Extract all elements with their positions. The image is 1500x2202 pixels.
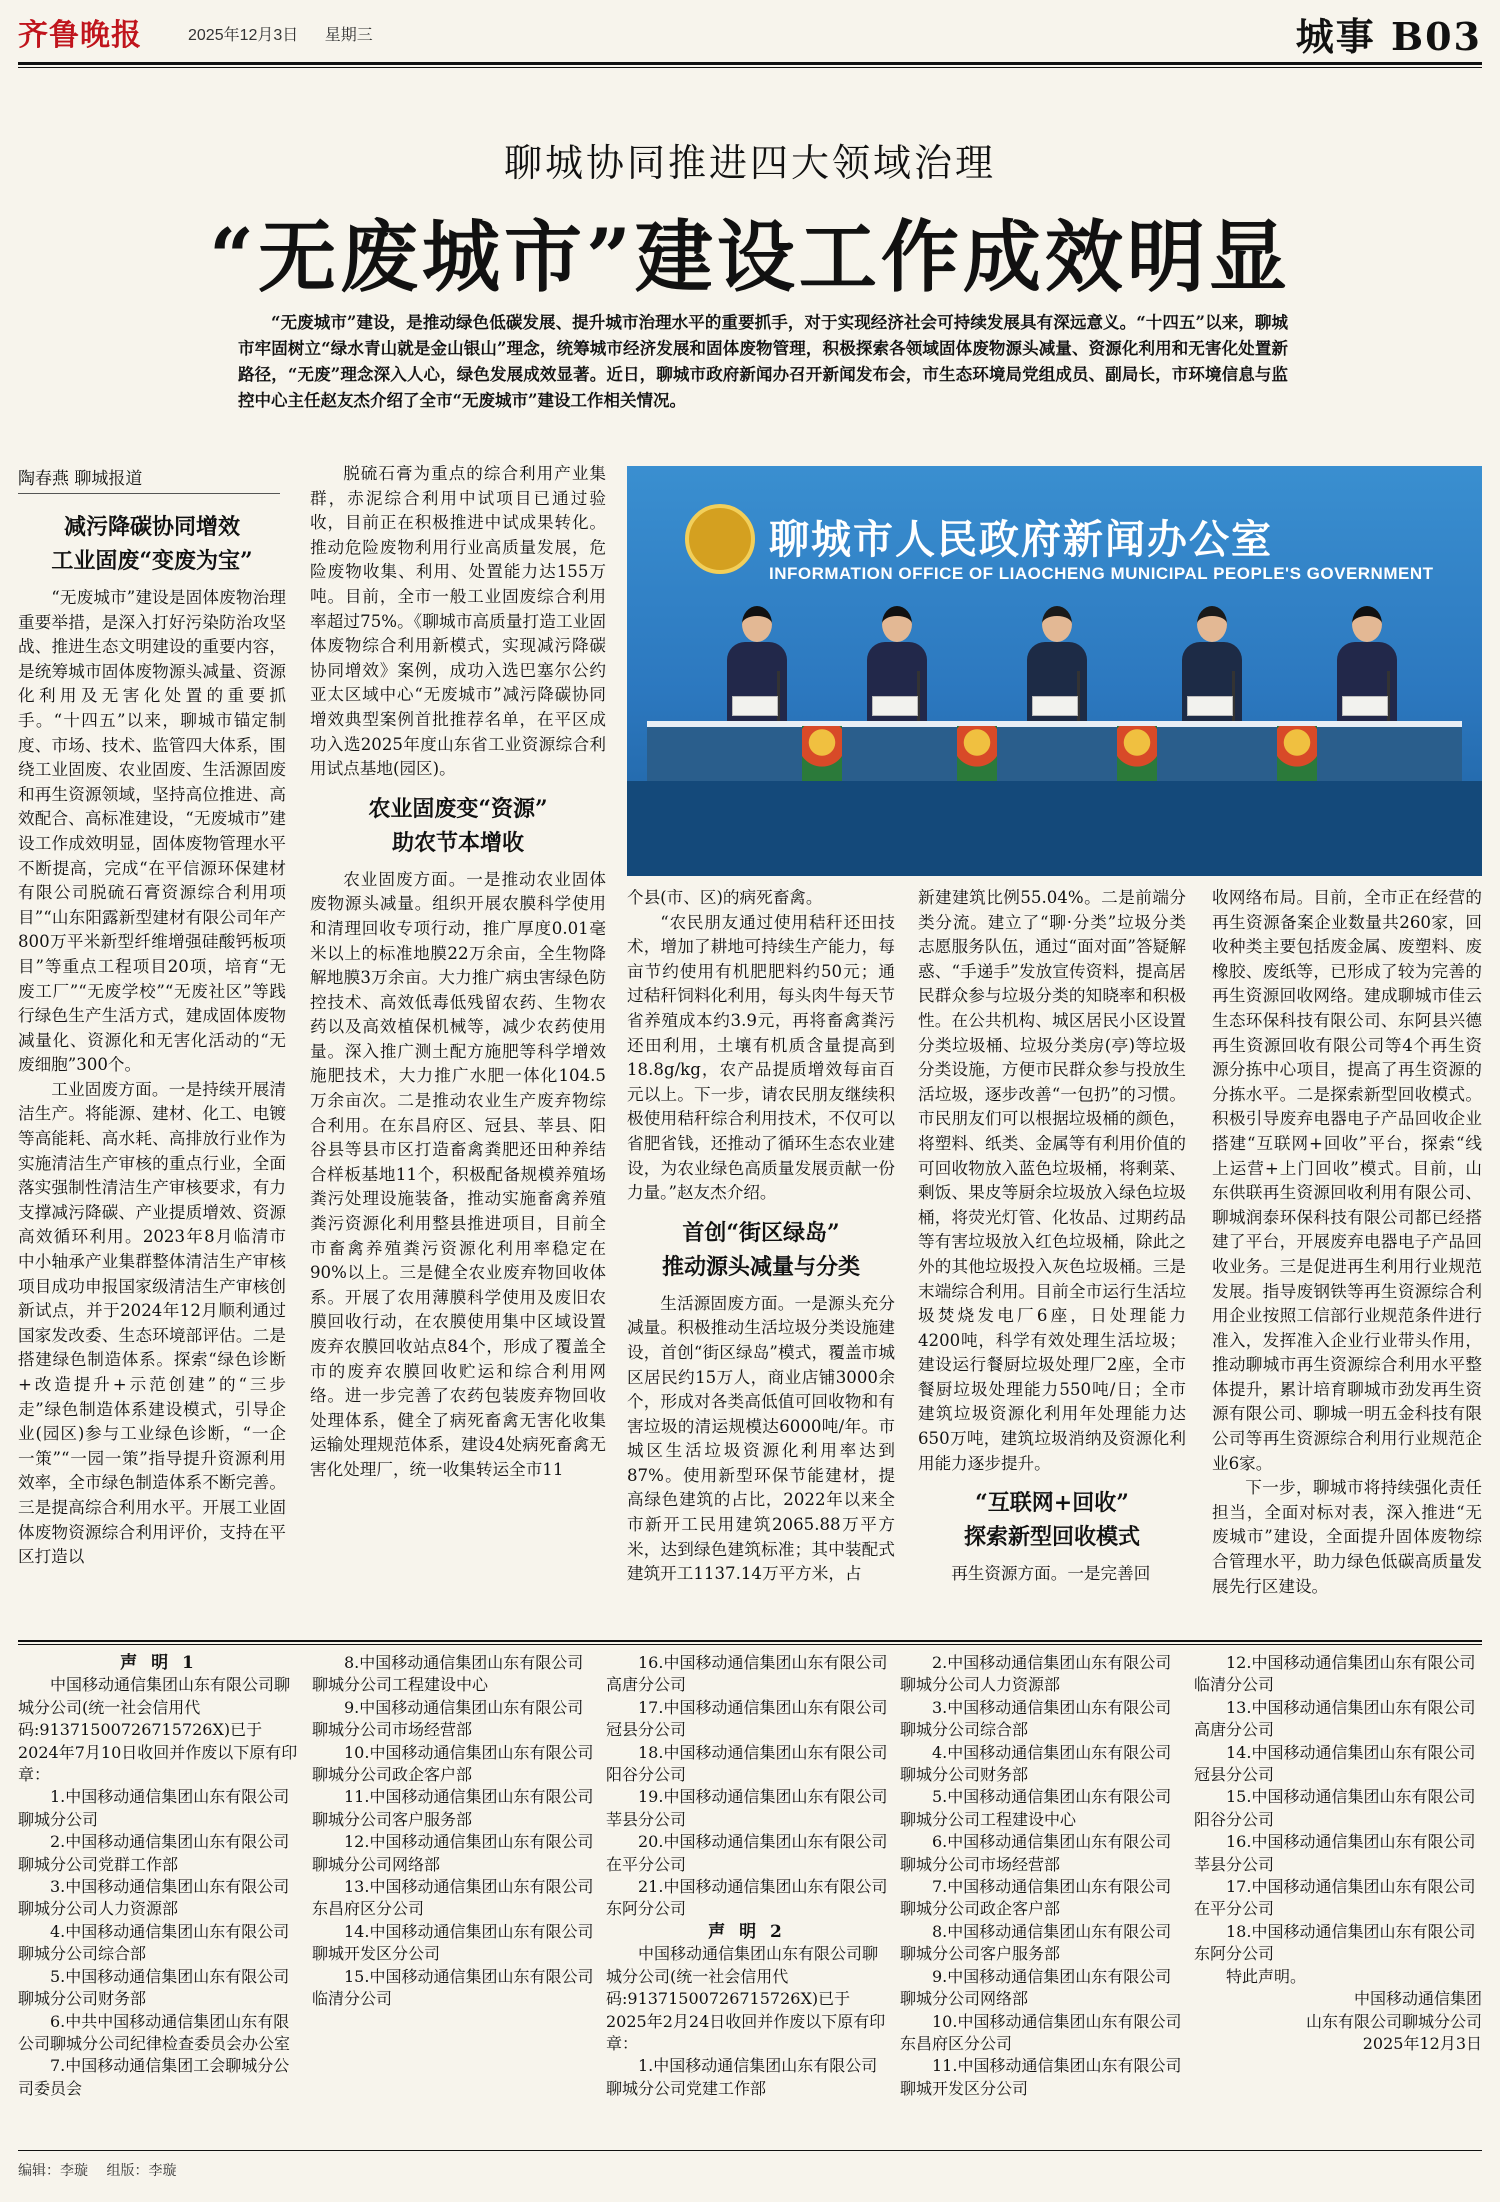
national-emblem-icon xyxy=(685,504,755,574)
section-heading-line2: 助农节本增收 xyxy=(391,829,524,856)
notice-item: 3.中国移动通信集团山东有限公司聊城分公司人力资源部 xyxy=(18,1877,290,1919)
notice-item: 2.中国移动通信集团山东有限公司聊城分公司人力资源部 xyxy=(900,1653,1172,1695)
section-heading-line2: 工业固废“变废为宝” xyxy=(51,548,253,574)
article-column-3 xyxy=(627,886,895,1630)
section-heading xyxy=(310,792,606,860)
notice-item: 1.中国移动通信集团山东有限公司聊城分公司 xyxy=(18,1787,290,1829)
notice-item: 18.中国移动通信集团山东有限公司东阿分公司 xyxy=(1194,1921,1476,1964)
masthead-logo: 齐鲁晚报 xyxy=(18,18,142,53)
notice-date: 2025年12月3日 xyxy=(1362,2033,1482,2053)
header-rule xyxy=(18,62,1482,65)
article-column-4 xyxy=(918,886,1186,1630)
dateline xyxy=(188,22,395,45)
page-footer xyxy=(18,2160,190,2180)
article-lead: “无废城市”建设，是推动绿色低碳发展、提升城市治理水平的重要抓手，对于实现经济社会可持续发展具有深远意义。“十四五”以来，聊城市牢固树立“绿水青山就是金山银山”理念，统筹城市经济发展和固体废物管理，积极探索各领域固体废物源头减量、资源化利用和无害化处置新路径，“无废”理念深入人心，绿色发展成效显著。近日，聊城市政府新闻办召开新闻发布会，市生态环境局党组成员、副局长，市环境信息与监控中心主任赵友杰介绍了全市“无废城市”建设工作相关情况。 xyxy=(238,313,1288,410)
notice-item: 4.中国移动通信集团山东有限公司聊城分公司财务部 xyxy=(900,1742,1172,1785)
notice-intro: 中国移动通信集团山东有限公司聊城分公司(统一社会信用代码:91371500726715726X)已于2024年7月10日收回并作废以下原有印章： xyxy=(18,1675,298,1785)
paragraph: 农业固废方面。一是推动农业固体废物源头减量。组织开展农膜科学使用和清理回收专项行动，推广厚度0.01毫米以上的标准地膜22万余亩，全生物降解地膜3万余亩。大力推广病虫害绿色防控技术、高效低毒低残留农药、生物农药以及高效植保机械等，减少农药使用量。深入推广测土配方施肥等科学增效施肥技术，大力推广水肥一体化104.5万余亩次。二是推动农业生产废弃物综合利用。在东昌府区、冠县、莘县、阳谷县等县市区打造畜禽粪肥还田种养结合样板基地11个，积极配备规模养殖场粪污处理设施装备，推动实施畜禽养殖粪污资源化利用整县推进项目，目前全市畜禽养殖粪污资源化利用率稳定在90%以上。三是健全农业废弃物回收体系。开展了农用薄膜科学使用及废旧农膜回收行动，在农膜使用集中区域设置废弃农膜回收站点84个，形成了覆盖全市的废弃农膜回收贮运和综合利用网络。进一步完善了农药包装废弃物回收处理体系，健全了病死畜禽无害化收集运输处理规范体系，建设4处病死畜禽无害化处理厂，统一收集转运全市11 xyxy=(310,869,606,1479)
notice-item: 1.中国移动通信集团山东有限公司聊城分公司党建工作部 xyxy=(606,2056,878,2098)
notice-divider xyxy=(18,1640,1482,1642)
section-heading xyxy=(627,1216,895,1284)
paragraph: “农民朋友通过使用秸秆还田技术，增加了耕地可持续生产能力，每亩节约使用有机肥肥料约50元；通过秸秆饲料化利用，每头肉牛每天节省养殖成本约3.9元，再将畜禽粪污还田利用，土壤有机质含量提高到18.8g/kg，农产品提质增效每亩百元以上。下一步，请农民朋友继续积极使用秸秆综合利用技术，不仅可以省肥省钱，还推动了循环生态农业建设，为农业绿色高质量发展贡献一份力量。”赵友杰介绍。 xyxy=(627,912,895,1203)
section-heading-line1: 减污降碳协同增效 xyxy=(63,514,240,540)
article-headline: “无废城市”建设工作成效明显 xyxy=(209,212,1291,303)
paragraph: “无废城市”建设是固体废物治理重要举措，是深入打好污染防治攻坚战、推进生态文明建设的重要内容，是统筹城市固体废物源头减量、资源化利用及无害化处置的重要抓手。“十四五”以来，聊城市锚定制度、市场、技术、监管四大体系，围绕工业固废、农业固废、生活源固废和再生资源领域，坚持高位推进、高效配合、高标准建设，“无废城市”建设工作成效明显，固体废物管理水平不断提高，完成“在平信源环保建材有限公司脱硫石膏资源综合利用项目”“山东阳露新型建材有限公司年产800万平米新型纤维增强硅酸钙板项目”等重点工程项目20项，培育“无废工厂”“无废学校”“无废社区”等践行绿色生产生活方式，建成固体废物减量化、资源化和无害化活动的“无废细胞”300个。 xyxy=(18,588,286,1075)
article-column-2 xyxy=(310,462,606,1630)
notice-item: 15.中国移动通信集团山东有限公司阳谷分公司 xyxy=(1194,1787,1476,1829)
section-heading-line1: 首创“街区绿岛” xyxy=(682,1219,840,1246)
notice-item: 18.中国移动通信集团山东有限公司阳谷分公司 xyxy=(606,1742,888,1785)
notice-column-1 xyxy=(18,1652,300,2142)
notice-item: 15.中国移动通信集团山东有限公司临清分公司 xyxy=(312,1966,594,2009)
notice-item: 10.中国移动通信集团山东有限公司聊城分公司政企客户部 xyxy=(312,1742,594,1785)
notice-item: 3.中国移动通信集团山东有限公司聊城分公司综合部 xyxy=(900,1697,1172,1740)
notice-closing: 特此声明。 xyxy=(1226,1966,1307,1986)
footer-editor: 编辑：李璇 xyxy=(18,2163,88,2179)
nameplate xyxy=(872,696,918,716)
nameplate xyxy=(1342,696,1388,716)
notice-item: 21.中国移动通信集团山东有限公司东阿分公司 xyxy=(606,1877,888,1919)
notice-title: 声 明 2 xyxy=(708,1921,786,1942)
issue-weekday: 星期三 xyxy=(324,27,373,44)
notice-item: 19.中国移动通信集团山东有限公司莘县分公司 xyxy=(606,1787,888,1829)
nameplate xyxy=(732,696,778,716)
photo-backdrop-title: 聊城市人民政府新闻办公室 xyxy=(769,517,1273,563)
notice-item: 9.中国移动通信集团山东有限公司聊城分公司市场经营部 xyxy=(312,1697,584,1740)
notice-item: 7.中国移动通信集团工会聊城分公司委员会 xyxy=(18,2056,290,2098)
notice-item: 13.中国移动通信集团山东有限公司高唐分公司 xyxy=(1194,1697,1476,1740)
notice-item: 2.中国移动通信集团山东有限公司聊城分公司党群工作部 xyxy=(18,1832,290,1874)
notice-item: 14.中国移动通信集团山东有限公司冠县分公司 xyxy=(1194,1742,1476,1785)
section-page-tag: 城事 B03 xyxy=(1295,14,1482,59)
header-rule-thin xyxy=(18,67,1482,68)
notice-item: 16.中国移动通信集团山东有限公司高唐分公司 xyxy=(606,1653,888,1695)
notice-title: 声 明 1 xyxy=(120,1653,198,1673)
paragraph: 收网络布局。目前，全市正在经营的再生资源备案企业数量共260家，回收种类主要包括废金属、废塑料、废橡胶、废纸等，已形成了较为完善的再生资源回收网络。建成聊城市佳云生态环保科技有限公司、东阿县兴德再生资源回收有限公司等4个再生资源分拣中心项目，提高了再生资源的分拣水平。二是探索新型回收模式。积极引导废弃电器电子产品回收企业搭建“互联网+回收”平台，探索“线上运营+上门回收”模式。目前，山东供联再生资源回收利用有限公司、聊城润泰环保科技有限公司都已经搭建了平台，开展废弃电器电子产品回收业务。三是促进再生利用行业规范发展。指导废钢铁等再生资源综合利用企业按照工信部行业规范条件进行准入，发挥准入企业行业带头作用，推动聊城市再生资源综合利用水平整体提升，累计培育聊城市劲发再生资源有限公司、聊城一明五金科技有限公司等再生资源综合利用行业规范企业6家。 xyxy=(1212,888,1482,1473)
byline: 陶春燕 聊城报道 xyxy=(18,464,280,494)
paragraph: 工业固废方面。一是持续开展清洁生产。将能源、建材、化工、电镀等高能耗、高水耗、高排放行业作为实施清洁生产审核的重点行业，全面落实强制性清洁生产审核要求，有力支撑减污降碳、产业提质增效、资源高效循环利用。2023年8月临清市中小轴承产业集群整体清洁生产审核项目成功申报国家级清洁生产审核创新试点，并于2024年12月顺利通过国家发改委、生态环境部评估。二是搭建绿色制造体系。探索“绿色诊断+改造提升+示范创建”的“三步走”绿色制造体系建设模式，引导企业(园区)参与工业绿色诊断，“一企一策”“一园一策”指导提升资源利用效率，全市绿色制造体系不断完善。三是提高综合利用水平。开展工业固体废物资源综合利用评价，支持在平区打造以 xyxy=(18,1079,286,1567)
notice-item: 5.中国移动通信集团山东有限公司聊城分公司工程建设中心 xyxy=(900,1787,1172,1829)
notice-item: 4.中国移动通信集团山东有限公司聊城分公司综合部 xyxy=(18,1921,290,1964)
nameplate xyxy=(1187,696,1233,716)
paragraph: 个县(市、区)的病死畜禽。 xyxy=(627,888,823,907)
nameplate xyxy=(1032,696,1078,716)
article-subtitle: 聊城协同推进四大领域治理 xyxy=(503,141,996,185)
page-header xyxy=(18,0,1482,62)
notice-item: 16.中国移动通信集团山东有限公司莘县分公司 xyxy=(1194,1832,1476,1874)
notice-column-4 xyxy=(900,1652,1182,2142)
notice-item: 8.中国移动通信集团山东有限公司聊城分公司工程建设中心 xyxy=(312,1653,584,1695)
notice-item: 11.中国移动通信集团山东有限公司聊城分公司客户服务部 xyxy=(312,1787,594,1829)
flower-arrangement-icon xyxy=(957,726,997,781)
notice-item: 10.中国移动通信集团山东有限公司东昌府区分公司 xyxy=(900,2011,1182,2053)
notice-column-5 xyxy=(1194,1652,1482,2142)
notice-item: 7.中国移动通信集团山东有限公司聊城分公司政企客户部 xyxy=(900,1877,1172,1919)
notice-item: 11.中国移动通信集团山东有限公司聊城开发区分公司 xyxy=(900,2056,1182,2098)
conference-table xyxy=(647,721,1462,781)
paragraph: 再生资源方面。一是完善回 xyxy=(951,1564,1151,1584)
notice-item: 8.中国移动通信集团山东有限公司聊城分公司客户服务部 xyxy=(900,1921,1172,1964)
photo-floor xyxy=(627,781,1482,876)
section-heading-line2: 推动源头减量与分类 xyxy=(661,1253,860,1280)
notice-column-3 xyxy=(606,1652,888,2142)
notice-column-2 xyxy=(312,1652,594,2142)
section-heading-line2: 探索新型回收模式 xyxy=(963,1524,1140,1551)
paragraph: 生活源固废方面。一是源头充分减量。积极推动生活垃圾分类设施建设，首创“街区绿岛”模式，覆盖市城区居民约15万人，商业店铺3000余个，形成对各类高低值可回收物和有害垃圾的清运规模达6000吨/年。市城区生活垃圾资源化利用率达到87%。使用新型环保节能建材，提高绿色建筑的占比，2022年以来全市新开工民用建筑2065.88万平方米，达到绿色建筑标准；其中装配式建筑开工1137.14万平方米，占 xyxy=(627,1293,895,1584)
photo-backdrop-subtitle: INFORMATION OFFICE OF LIAOCHENG MUNICIPAL PEOPLE'S GOVERNMENT xyxy=(769,564,1434,583)
section-heading-line1: 农业固废变“资源” xyxy=(368,795,548,822)
notice-item: 12.中国移动通信集团山东有限公司临清分公司 xyxy=(1194,1653,1476,1695)
article-column-5 xyxy=(1212,886,1482,1630)
notice-item: 9.中国移动通信集团山东有限公司聊城分公司网络部 xyxy=(900,1966,1172,2009)
notice-item: 14.中国移动通信集团山东有限公司聊城开发区分公司 xyxy=(312,1921,594,1964)
notice-signer: 山东有限公司聊城分公司 xyxy=(1305,2011,1482,2031)
notice-item: 5.中国移动通信集团山东有限公司聊城分公司财务部 xyxy=(18,1966,290,2009)
paragraph: 新建建筑比例55.04%。二是前端分类分流。建立了“聊·分类”垃圾分类志愿服务队伍，通过“面对面”答疑解惑、“手递手”发放宣传资料，提高居民群众参与垃圾分类的知晓率和积极性。在公共机构、城区居民小区设置分类垃圾桶、垃圾分类房(亭)等垃圾分类设施，方便市民群众参与投放生活垃圾，逐步改善“一包扔”的习惯。市民朋友们可以根据垃圾桶的颜色，将塑料、纸类、金属等有利用价值的可回收物放入蓝色垃圾桶，将剩菜、剩饭、果皮等厨余垃圾放入绿色垃圾桶，将荧光灯管、化妆品、过期药品等有害垃圾放入红色垃圾桶，除此之外的其他垃圾投入灰色垃圾桶。三是末端综合利用。目前全市运行生活垃圾焚烧发电厂6座，日处理能力4200吨，科学有效处理生活垃圾；建设运行餐厨垃圾处理厂2座，全市餐厨垃圾处理能力550吨/日；全市建筑垃圾资源化利用年处理能力达650万吨，建筑垃圾消纳及资源化利用能力逐步提升。 xyxy=(918,888,1186,1473)
paragraph: 下一步，聊城市将持续强化责任担当，全面对标对表，深入推进“无废城市”建设，全面提升固体废物综合管理水平，助力绿色低碳高质量发展先行区建设。 xyxy=(1212,1478,1482,1596)
section-heading xyxy=(918,1486,1186,1554)
issue-date: 2025年12月3日 xyxy=(188,27,299,44)
notice-intro: 中国移动通信集团山东有限公司聊城分公司(统一社会信用代码:91371500726715726X)已于2025年2月24日收回并作废以下原有印章： xyxy=(606,1944,886,2053)
paragraph: 脱硫石膏为重点的综合利用产业集群，赤泥综合利用中试项目已通过验收，目前正在积极推进中试成果转化。推动危险废物利用行业高质量发展，危险废物收集、利用、处置能力达155万吨。目前，全市一般工业固废综合利用率超过75%。《聊城市高质量打造工业固体废物综合利用新模式，实现减污降碳协同增效》案例，成功入选巴塞尔公约亚太区域中心“无废城市”减污降碳协同增效典型案例首批推荐名单，在平区成功入选2025年度山东省工业资源综合利用试点基地(园区)。 xyxy=(310,464,606,779)
notice-item: 6.中国移动通信集团山东有限公司聊城分公司市场经营部 xyxy=(900,1832,1172,1874)
notice-item: 13.中国移动通信集团山东有限公司东昌府区分公司 xyxy=(312,1877,594,1919)
article-column-1 xyxy=(18,500,286,1630)
notice-item: 20.中国移动通信集团山东有限公司在平分公司 xyxy=(606,1832,888,1874)
notice-item: 17.中国移动通信集团山东有限公司冠县分公司 xyxy=(606,1697,888,1740)
flower-arrangement-icon xyxy=(1277,726,1317,781)
footer-layout: 组版：李璇 xyxy=(106,2163,177,2179)
section-heading xyxy=(18,510,286,578)
notice-divider-thin xyxy=(18,1644,1482,1645)
press-conference-photo xyxy=(627,466,1482,876)
flower-arrangement-icon xyxy=(802,726,842,781)
notice-item: 6.中共中国移动通信集团山东有限公司聊城分公司纪律检查委员会办公室 xyxy=(18,2011,291,2053)
flower-arrangement-icon xyxy=(1117,726,1157,781)
footer-rule xyxy=(18,2150,1482,2151)
notice-item: 12.中国移动通信集团山东有限公司聊城分公司网络部 xyxy=(312,1832,594,1874)
section-heading-line1: “互联网+回收” xyxy=(975,1490,1129,1517)
notice-item: 17.中国移动通信集团山东有限公司在平分公司 xyxy=(1194,1877,1476,1919)
notice-signer: 中国移动通信集团 xyxy=(1353,1989,1482,2009)
